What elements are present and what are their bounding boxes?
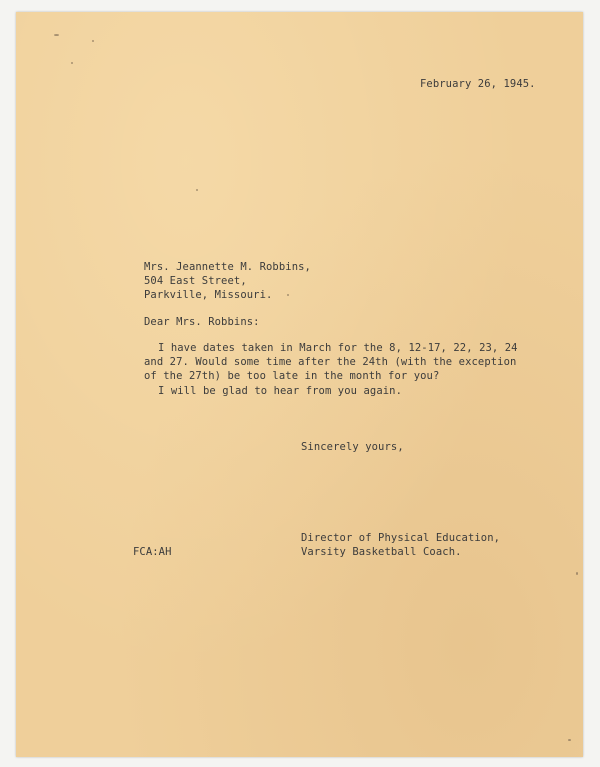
recipient-street: 504 East Street, (144, 275, 247, 287)
closing: Sincerely yours, (301, 441, 404, 453)
paper-speck (54, 34, 59, 36)
paper-speck (287, 294, 289, 296)
signature-title-line-1: Director of Physical Education, (301, 532, 501, 544)
signature-title-line-2: Varsity Basketball Coach. (301, 546, 462, 558)
body-paragraph-1-line-3: of the 27th) be too late in the month for you? (144, 370, 440, 382)
body-paragraph-1-line-1: I have dates taken in March for the 8, 12-17, 22, 23, 24 (158, 342, 518, 354)
paper-speck (196, 189, 198, 191)
paper-speck (71, 62, 73, 64)
body-paragraph-2: I will be glad to hear from you again. (158, 385, 403, 397)
salutation: Dear Mrs. Robbins: (144, 316, 260, 328)
recipient-city: Parkville, Missouri. (144, 289, 273, 301)
recipient-name: Mrs. Jeannette M. Robbins, (144, 261, 311, 273)
typist-initials: FCA:AH (133, 546, 172, 558)
paper-speck (92, 40, 94, 42)
letter-date: February 26, 1945. (420, 78, 536, 90)
paper-speck (568, 739, 571, 741)
paper-speck (576, 572, 578, 575)
body-paragraph-1-line-2: and 27. Would some time after the 24th (with the exception (144, 356, 517, 368)
letter-page (16, 12, 583, 757)
